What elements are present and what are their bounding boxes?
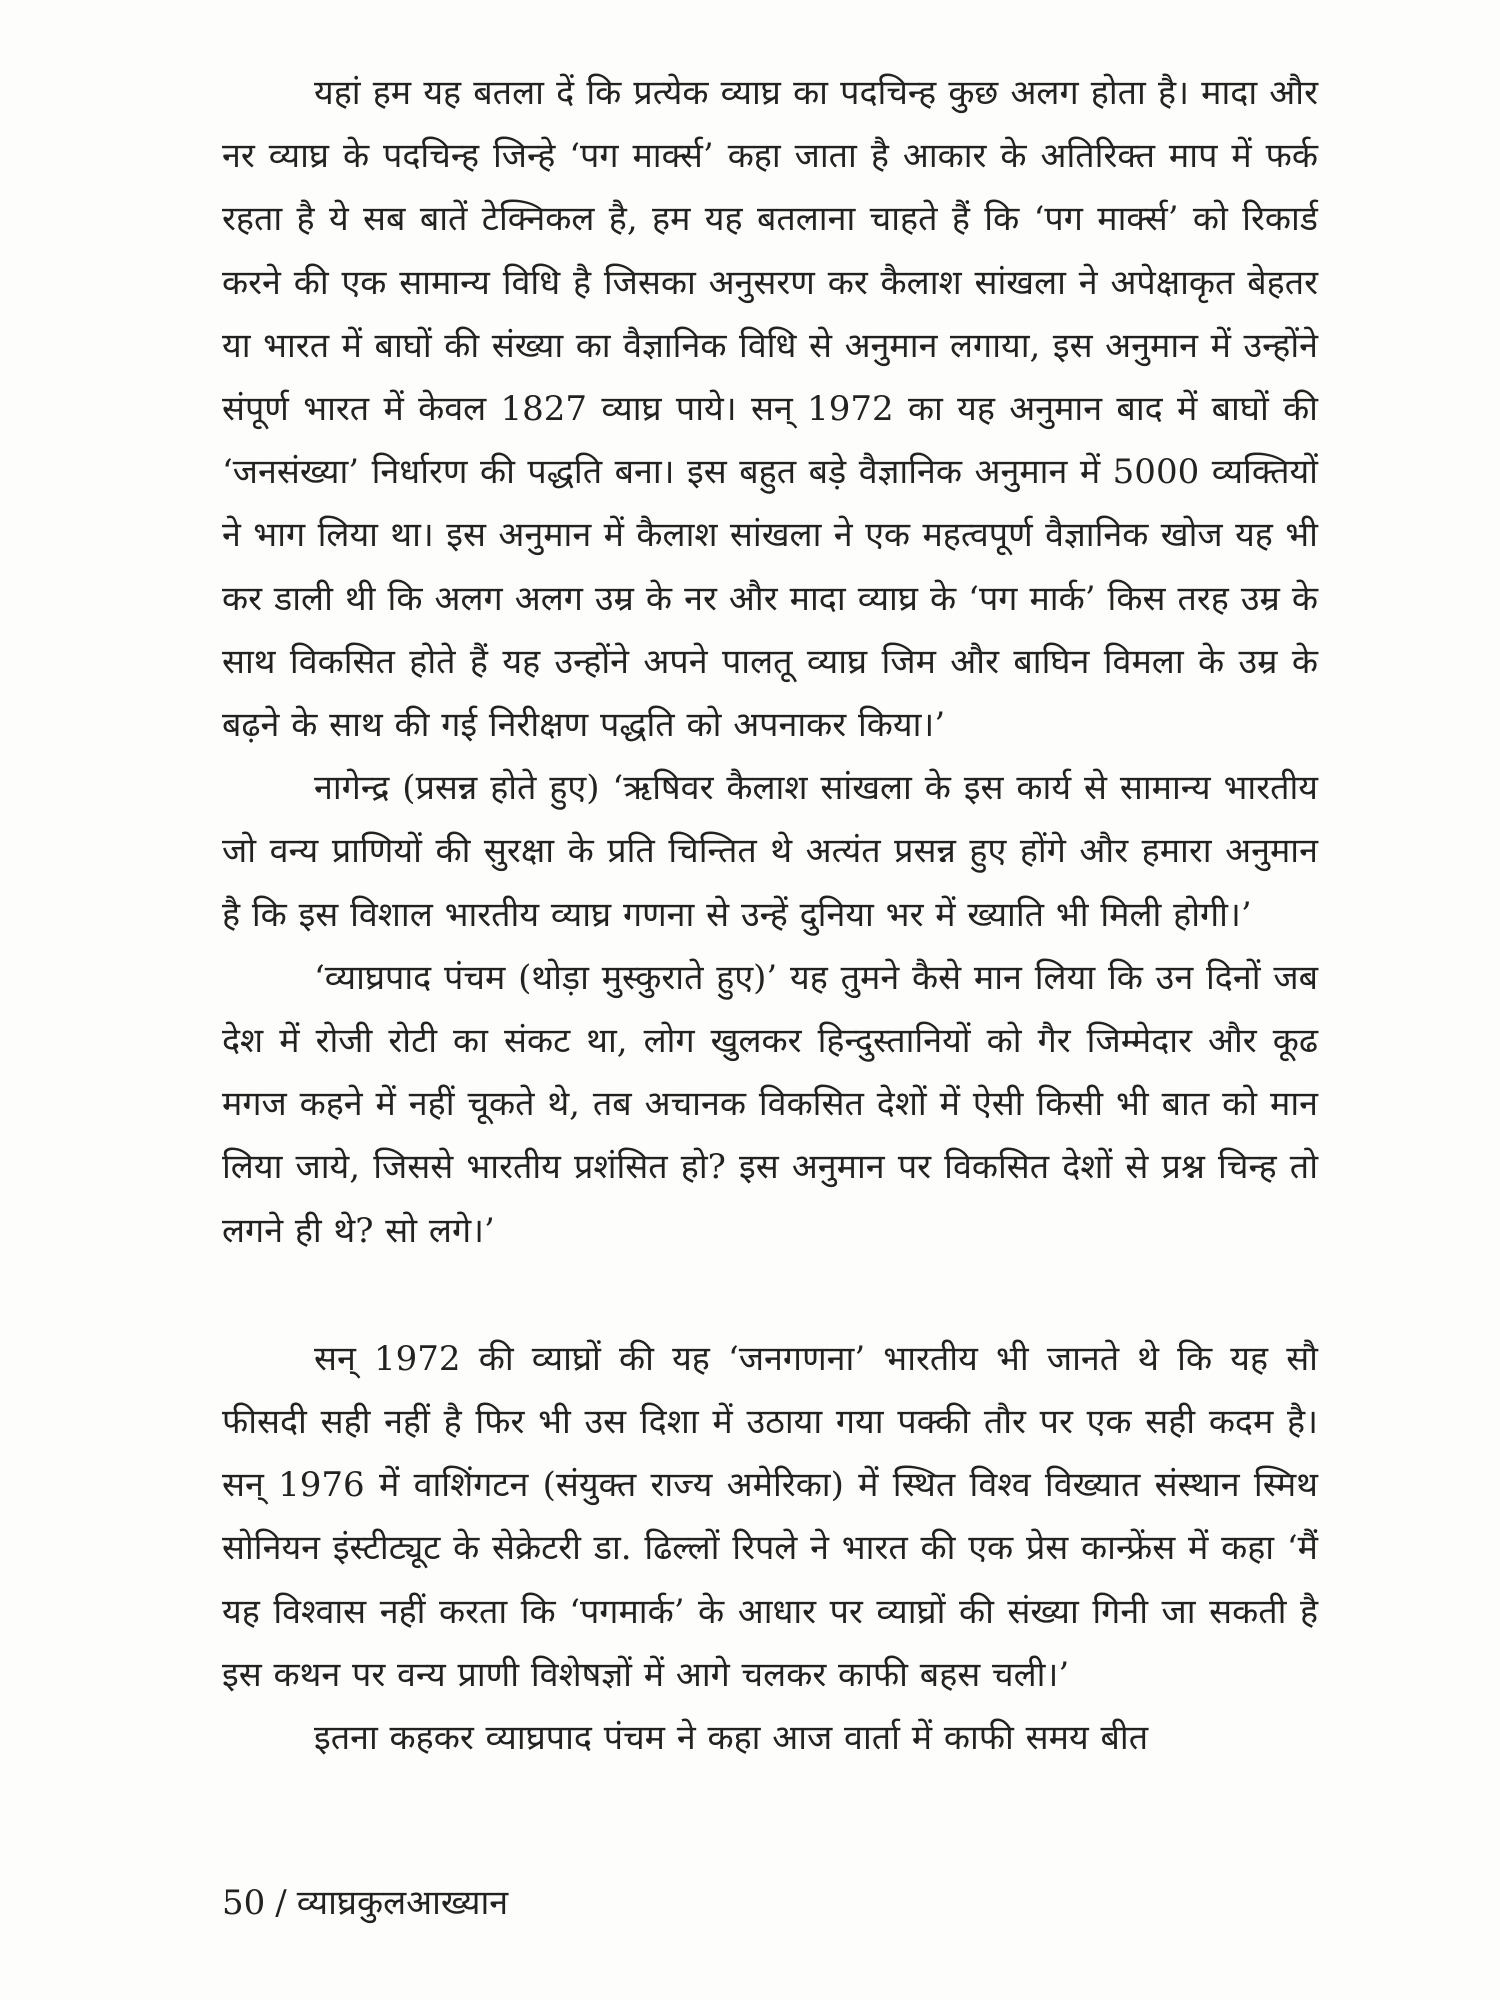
paragraph-pugmark-census: यहां हम यह बतला दें कि प्रत्येक व्याघ्र का पदचिन्ह कुछ अलग होता है। मादा और नर व्याघ्र के पदचिन्ह जिन्हे ‘पग मार्क्स’ कहा जाता है आकार के अतिरिक्त माप में फर्क रहता है ये सब बातें टेक्निकल है, हम यह बतलाना चाहते हैं कि ‘पग मार्क्स’ को रिकार्ड करने की एक सामान्य विधि है जिसका अनुसरण कर कैलाश सांखला ने अपेक्षाकृत बेहतर या भारत में बाघों की संख्या का वैज्ञानिक विधि से अनुमान लगाया, इस अनुमान में उन्होंने संपूर्ण भारत में केवल 1827 व्याघ्र पाये। सन् 1972 का यह अनुमान बाद में बाघों की ‘जनसंख्या’ निर्धारण की पद्धति बना। इस बहुत बड़े वैज्ञानिक अनुमान में 5000 व्यक्तियों ने भाग लिया था। इस अनुमान में कैलाश सांखला ने एक महत्वपूर्ण वैज्ञानिक खोज यह भी कर डाली थी कि अलग अलग उम्र के नर और मादा व्याघ्र के ‘पग मार्क’ किस तरह उम्र के साथ विकसित होते हैं यह उन्होंने अपने पालतू व्याघ्र जिम और बाघिन विमला के उम्र के बढ़ने के साथ की गई निरीक्षण पद्धति को अपनाकर किया।’ bbox=[222, 73, 1318, 746]
footer-separator: / bbox=[275, 1883, 287, 1923]
page-number: 50 bbox=[222, 1883, 266, 1923]
book-title: व्याघ्रकुलआख्यान bbox=[296, 1883, 509, 1923]
body-text bbox=[222, 62, 1318, 1770]
section-gap bbox=[222, 1263, 1318, 1328]
paragraph-closing: इतना कहकर व्याघ्रपाद पंचम ने कहा आज वार्ता में काफी समय बीत bbox=[314, 1718, 1149, 1759]
page-footer bbox=[222, 1878, 508, 1928]
paragraph-vyaghrapad-response: ‘व्याघ्रपाद पंचम (थोड़ा मुस्कुराते हुए)’ यह तुमने कैसे मान लिया कि उन दिनों जब देश में रोजी रोटी का संकट था, लोग खुलकर हिन्दुस्तानियों को गैर जिम्मेदार और कूढ मगज कहने में नहीं चूकते थे, तब अचानक विकसित देशों में ऐसी किसी भी बात को मान लिया जाये, जिससे भारतीय प्रशंसित हो? इस अनुमान पर विकसित देशों से प्रश्न चिन्ह तो लगने ही थे? सो लगे।’ bbox=[222, 957, 1318, 1251]
paragraph-nagendra: नागेन्द्र (प्रसन्न होते हुए) ‘ऋषिवर कैलाश सांखला के इस कार्य से सामान्य भारतीय जो वन्य प्राणियों की सुरक्षा के प्रति चिन्तित थे अत्यंत प्रसन्न हुए होंगे और हमारा अनुमान है कि इस विशाल भारतीय व्याघ्र गणना से उन्हें दुनिया भर में ख्याति भी मिली होगी।’ bbox=[222, 768, 1318, 935]
paragraph-1972-census: सन् 1972 की व्याघ्रों की यह ‘जनगणना’ भारतीय भी जानते थे कि यह सौ फीसदी सही नहीं है फिर भी उस दिशा में उठाया गया पक्की तौर पर एक सही कदम है। सन् 1976 में वाशिंगटन (संयुक्त राज्य अमेरिका) में स्थित विश्व विख्यात संस्थान स्मिथ सोनियन इंस्टीट्यूट के सेक्रेटरी डा. ढिल्लों रिपले ने भारत की एक प्रेस कान्फ्रेंस में कहा ‘मैं यह विश्वास नहीं करता कि ‘पगमार्क’ के आधार पर व्याघ्रों की संख्या गिनी जा सकती है इस कथन पर वन्य प्राणी विशेषज्ञों में आगे चलकर काफी बहस चली।’ bbox=[222, 1338, 1318, 1695]
